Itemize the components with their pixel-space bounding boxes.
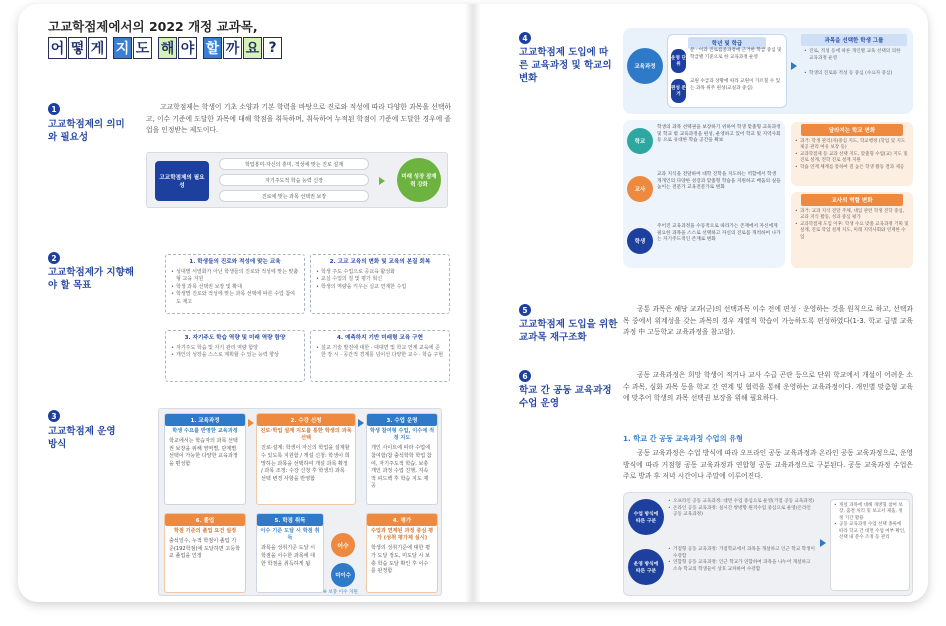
type1-item: • 오프라인 공동 교육과정: 대면 수업 중심으로 운영(거점 공동 교육과정) [668, 499, 816, 506]
flow-step [256, 513, 324, 593]
step-text: 학교에서는 학습자의 과목 선택권 보장을 위해 영역별, 단계별 선택이 가능한 다양한 교육과정을 편성함 [169, 438, 238, 467]
op-unit-text: 문 · 이과 진로집중과정에 근거한 학급 중심 및 학급별 기준으로 한 교육과정 운영 [690, 48, 782, 60]
curriculum-change-block [623, 28, 913, 114]
left-page [18, 4, 473, 602]
title-tile: 할 [203, 37, 222, 59]
section-number: 6 [519, 370, 531, 382]
step-title: 4. 평가 [367, 514, 437, 526]
step-text: 과목을 성취기준 도달 시 학점을 이수한 과목에 대한 학점을 취득하게 됨 [261, 545, 316, 567]
before-header: 학년 및 학급 [688, 37, 766, 49]
coop-notes [830, 499, 910, 591]
subsection-body: 공동 교육과정은 수업 방식에 따라 오프라인 공동 교육과정과 온라인 공동 교육과정으로, 운영 방식에 따라 거점형 공동 교육과정과 연합형 공동 교육과정으로 구분된다. 공동 교육과정 수업은 주로 방과 후 저녁 시간이나 주말에 이루어진다. [623, 449, 913, 480]
goal-item: • 자기주도 학습 및 자기 관리 역량 함양 [171, 345, 299, 352]
after-item: • 진로, 적성 등에 따른 개인별 교육 선택의 의한 교육과정 운영 [804, 49, 904, 62]
flow-step [366, 413, 438, 505]
goal-item: • 설교 기술 발전에 대한 · 대대면 및 학교 연계 교육에 준한 장 시 · 공간적 경계를 넘어선 다양한 교수 · 학습 구현 [316, 345, 444, 360]
section-number: 3 [48, 410, 60, 422]
fail-badge: 미이수 [331, 563, 355, 587]
arrow-icon [358, 419, 364, 427]
step-title: 2. 수강 신청 [257, 414, 355, 426]
arrow-icon [379, 177, 385, 185]
flow-step [164, 513, 246, 593]
section-title: 고교학점제가 지향해야 할 목표 [48, 267, 134, 291]
coop-types [623, 492, 913, 596]
flow-step [366, 513, 438, 593]
tile-space [198, 37, 202, 59]
step-title: 6. 졸업 [165, 514, 245, 526]
section-number: 1 [48, 103, 60, 115]
necessity-item: 자기주도적 학습 능력 신장 [219, 174, 369, 186]
goal-title: 2. 고교 교육의 변화 및 교육의 본질 회복 [329, 259, 431, 265]
goal-title: 3. 자기주도 학습 역량 및 미래 역량 함양 [184, 335, 286, 341]
before-box [667, 34, 787, 108]
coop-note-item: • 개설 과목에 대해 개방형 참여 보장, 출결 처리 및 보고서 제출, 정정 기간 활용 [834, 503, 906, 522]
goal-item: • 개인의 성장을 스스로 계획할 수 있는 능력 향상 [171, 352, 299, 359]
section-body: 공동 교육과정은 희망 학생이 적거나 교사 수급 곤란 등으로 단위 학교에서 개설이 어려운 소수 과목, 심화 과목 등을 학교 간 연계 및 협력을 통해 운영하는 교육과정이다. 개인별 맞춤형 교육에 맞추어 학생의 과목 선택권 보장을 위해 필요하다. [623, 371, 913, 402]
title-tile: 도 [133, 37, 152, 59]
type1-label: 수업 방식에 따른 구분 [628, 499, 664, 535]
section-body: 고교학점제는 학생이 기초 소양과 기본 학력을 바탕으로 진로와 적성에 따라 다양한 과목을 선택하고, 이수 기준에 도달한 과목에 대해 학점을 취득하며, 취득하여 누적된 학점이 기준에 도달한 경우에 졸업을 인정받는 제도이다. [146, 103, 451, 134]
section-number: 2 [48, 252, 60, 264]
after-header: 과목을 선택한 학생 그룹 [801, 34, 907, 46]
teacher-text: 교과 지식을 전달하여 대학 진학을 지도하는 역할에서 학생 개개인의 다양한 성장과 맞춤형 학습을 지원하고 배움의 실을 높이는 전문가 교육전문가로 변화 [657, 172, 781, 191]
section-title: 학교 간 공동 교육과정 수업 운영 [519, 385, 612, 409]
title-tiles [48, 37, 282, 59]
title-tile: 해 [158, 37, 177, 59]
op-unit-label: 운영 단위 [671, 49, 686, 73]
teacher-change-title: 교사의 역할 변화 [801, 194, 903, 206]
pass-badge: 이수 [331, 533, 355, 557]
type2-label: 운영 방식에 따른 구분 [628, 549, 664, 585]
teacher-change-item: • 과거: 교과 지식 전달 주체, 대입 관련 학생 진학 중심, 교과 지식 활동, 성과 중심 평가 [795, 209, 909, 222]
step-sub: 수업과 연계된 과정 중심 평가 (성취 평가제 실시) [370, 528, 434, 542]
curriculum-label: 교육과정 [627, 48, 663, 84]
step-text: 학생의 성취기준에 대한 평가 도달 정도, 미도달 시 보충 학습 도달 확인 후 이수를 판정함 [371, 545, 430, 575]
title-tile: 까 [223, 37, 242, 59]
subsection-title: 1. 학교 간 공동 교육과정 수업의 유형 [623, 434, 743, 443]
right-page [473, 4, 928, 602]
section-title: 고교학점제 도입에 따른 교육과정 및 학교의 변화 [519, 47, 612, 84]
title-tile: 게 [88, 37, 107, 59]
arrow-icon [248, 419, 254, 427]
teacher-change-box [791, 192, 913, 268]
goal-item: • 학생별 진로와 적성에 맞는 과목 선택에 따른 수업 참여도 제고 [171, 291, 299, 306]
goal-card [165, 254, 305, 314]
step-text: 개인 사이트에 따라 수업에 참여함/참 출석학학 학업 참여, 자기주도적 학습, 보충 개인 과정 수업 진행, 지속적 피드백 후 학습 지도 제공 [371, 445, 432, 490]
school-change-title: 달라지는 학교 변화 [801, 124, 903, 136]
spread-title: 고교학점제에서의 2022 개정 교과목, [48, 19, 258, 34]
operation-flow [158, 408, 442, 596]
school-change-item: • 교과학점제 등 교과 선택 지도, 맞춤형 수업(교) 지도 및 진로 설계, 진학 진로 설계 지원 [795, 152, 909, 165]
tile-space [153, 37, 157, 59]
section-number: 5 [519, 304, 531, 316]
goal-card [165, 330, 305, 382]
goal-card [310, 330, 450, 382]
mgmt-label: 편성 준거 [671, 79, 686, 103]
step-sub: 이수 기준 도달 시 학점 취득 [260, 528, 320, 542]
step-title: 1. 교육과정 [165, 414, 245, 426]
goal-title: 1. 학생들의 진로와 적성에 맞는 교육 [189, 259, 281, 265]
goal-item: • 교실 수업의 질 및 평가 혁신 [316, 276, 444, 283]
after-box [801, 34, 907, 108]
teacher-change-item: • 교과학점제 도입 이후: 학생 수요 맞춤 교육과정 기획 및 설계, 진로 학업 설계 지도, 미래 지역사회와 연계한 수업 [795, 222, 909, 241]
section-body: 공통 과목은 해당 교과(군)의 선택과목 이수 전에 편성 · 운영하는 것을 원칙으로 하고, 선택과목 중에서 위계성을 갖는 과목의 경우 계열적 학습이 가능하도록 편성하였다(1-3. 학교 급별 교육과정 中 고등학교 교육과정을 참고함). [623, 305, 913, 336]
type2-item: • 거점형 공동 교육과정: 거점학교에서 과목을 개설하고 인근 학교 학생이 수강함 [668, 547, 816, 560]
goal-item: • 성대별 서열화가 아닌 학생들의 진로와 적성에 맞는 맞춤형 교육 지원 [171, 269, 299, 284]
necessity-item: 진로에 맞는 과목 선택권 보장 [219, 190, 369, 202]
step-text: 출석일수, 누적 학점이 졸업 기준(192학점)에 도달하면 고등학교 졸업을 인정 [169, 538, 241, 560]
mgmt-text: 교원 수급과 상황에 따라 교원이 가르칠 수 있는 과목 위주 편성(교실과 중심) [690, 79, 781, 91]
goal-item: • 학생 과목 선택권 보장 및 확대 [171, 284, 299, 291]
coop-note-item: • 공동 교육과정 수업 선택 종류에 따라 학교 간 대면 수업 여부 확인, 선택 내 분수 조정 등 관리 [834, 522, 906, 541]
title-tile: ? [263, 37, 282, 59]
title-tile: 떻 [68, 37, 87, 59]
goal-title: 4. 예측하지 기반 미래형 교육 구현 [336, 335, 423, 341]
goal-card [310, 254, 450, 314]
necessity-center: 고교학점제의 필요성 [155, 161, 209, 201]
arrow-icon [820, 539, 826, 547]
school-change-box [791, 122, 913, 186]
section-title: 고교학점제 운영 방식 [48, 426, 116, 450]
goal-item: • 학생 주도 수업으로 공교육 활성화 [316, 269, 444, 276]
title-tile: 어 [48, 37, 67, 59]
school-change-item: • 과거: 학생 관리(자)중심 지도, 학교행정 (학업 및 지도 제공 관리 여유 보장 등) [795, 139, 909, 152]
step-title: 5. 학점 취득 [257, 514, 323, 526]
arrow-icon [791, 62, 797, 70]
flow-step [256, 413, 356, 505]
teacher-label: 교사 [627, 176, 653, 202]
tile-space [108, 37, 112, 59]
step-text: 진로·설계: 학생이 자신의 학업을 설계할 수 있도록 지원함 / 개설 신청: 학생이 희망하는 과목을 선택하여 개설 과목 확정 / 과목 조정: 수강 신청 후 학생의 과목 선택 변경 사항을 반영함 [261, 445, 350, 482]
school-label: 학교 [627, 128, 653, 154]
remedial-note: ※ 보충 이수 지원 [323, 590, 358, 595]
role-change-block [623, 120, 785, 268]
school-change-item: • 학습 연계 체계를 통하여 질 높은 학생 활동 결과 제공 [795, 165, 909, 171]
step-title: 3. 수업 운영 [367, 414, 437, 426]
flow-step [164, 413, 246, 505]
necessity-diagram [146, 152, 448, 208]
title-tile: 지 [113, 37, 132, 59]
section-title: 고교학점제의 의미와 필요성 [48, 119, 125, 143]
school-text: 학생의 과목 선택권을 보장하기 위하여 학생 맞춤형 교육과정 및 학교 밖 교육과정을 편성, 운영하고 있어 학교 및 지역사회 등 으로 유대한 학습 공간을 확보 [657, 125, 781, 144]
step-sub: 진로·학업 설계 지도를 통한 학생의 과목 선택 [260, 428, 352, 442]
section-number: 4 [519, 32, 531, 44]
step-sub: 학생 수요를 반영한 교육과정 [172, 428, 238, 434]
type1-item: • 온라인 공동 교육과정: 실시간 쌍방향 원격수업 중심으로 운영(온라인 공동 교육과정) [668, 506, 816, 519]
student-label: 학생 [627, 228, 653, 254]
student-text: 주어진 교육과정을 수동적으로 따라가는 존재에서 자신에게 필요한 과목을 스스로 선택하고 자신의 진로를 개척하여 나가는 자기주도적인 존재로 변화 [657, 224, 781, 243]
after-item: • 학생의 진로와 적성 등 중심 (수요자 중심) [804, 71, 904, 78]
section-title: 고교학점제 도입을 위한 교과목 재구조화 [519, 319, 618, 343]
title-tile: 야 [178, 37, 197, 59]
step-sub: 학점 기준의 졸업 요건 설정 [173, 528, 237, 534]
necessity-result: 미래 성장 잠재력 강화 [397, 158, 441, 202]
step-sub: 학생 참여형 수업, 이수에 적정 지도 [369, 428, 435, 442]
necessity-item: 학업흥미·자신의 흥미, 적성에 맞는 진로 설계 [219, 158, 369, 170]
title-tile: 요 [243, 37, 262, 59]
magazine-spread [18, 4, 928, 602]
type2-item: • 연합형 공동 교육과정: 인근 학교가 연합하여 과목을 나누어 개설하고 소속 학교의 학생들이 상호 교차하여 수강함 [668, 560, 816, 573]
goal-item: • 학생의 역량을 키우는 실교 연계한 수업 [316, 284, 444, 291]
